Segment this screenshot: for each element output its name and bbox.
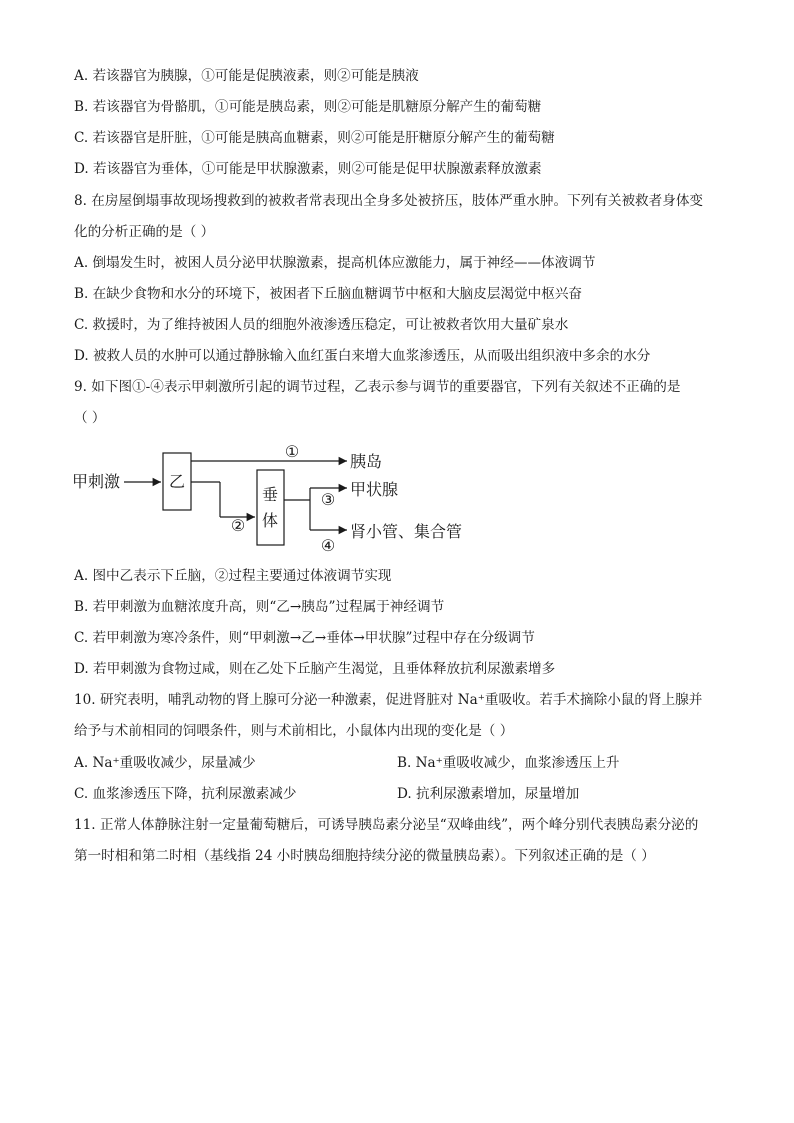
- q8-stem-line1: 8. 在房屋倒塌事故现场搜救到的被救者常表现出全身多处被挤压，肢体严重水肿。下列有关被救者身体变: [74, 193, 704, 209]
- q10-stem-line1: 10. 研究表明，哺乳动物的肾上腺可分泌一种激素，促进肾脏对 Na⁺重吸收。若手术摘除小鼠的肾上腺并: [74, 692, 703, 708]
- diagram-n3: ③: [320, 490, 336, 509]
- q7-option-a: A. 若该器官为胰腺，①可能是促胰液素，则②可能是胰液: [74, 68, 419, 84]
- diagram-target-3: 甲状腺: [350, 480, 399, 499]
- diagram-n1: ①: [284, 442, 300, 461]
- q9-option-b: B. 若甲刺激为血糖浓度升高，则“乙→胰岛”过程属于神经调节: [74, 599, 445, 615]
- diagram-target-4: 肾小管、集合管: [350, 522, 463, 541]
- diagram-target-1: 胰岛: [350, 452, 383, 471]
- q11-stem-line1: 11. 正常人体静脉注射一定量葡萄糖后，可诱导胰岛素分泌呈“双峰曲线”，两个峰分别代表胰岛素分泌的: [74, 817, 699, 833]
- box-pituitary: [257, 470, 284, 545]
- diagram-pituitary-char1: 垂: [261, 485, 279, 504]
- q7-option-c: C. 若该器官是肝脏，①可能是胰高血糖素，则②可能是肝糖原分解产生的葡萄糖: [74, 130, 555, 146]
- q9-stem-line2: （ ）: [74, 410, 106, 426]
- q8-option-d: D. 被救人员的水肿可以通过静脉输入血红蛋白来增大血浆渗透压，从而吸出组织液中多余的水分: [74, 348, 651, 364]
- q8-stem-line2: 化的分析正确的是（ ）: [74, 224, 215, 240]
- q10-stem-line2: 给予与术前相同的饲喂条件，则与术前相比，小鼠体内出现的变化是（ ）: [74, 723, 514, 739]
- q9-stem-line1: 9. 如下图①-④表示甲刺激所引起的调节过程，乙表示参与调节的重要器官，下列有关叙述不正确的是: [74, 379, 681, 395]
- diagram-stimulus-label: 甲刺激: [72, 472, 121, 491]
- diagram-n4: ④: [320, 536, 336, 555]
- q9-option-a: A. 图中乙表示下丘脑，②过程主要通过体液调节实现: [74, 568, 392, 584]
- diagram-pituitary-char2: 体: [261, 511, 279, 530]
- q10-option-b: B. Na⁺重吸收减少，血浆渗透压上升: [397, 755, 620, 771]
- q11-stem-line2: 第一时相和第二时相（基线指 24 小时胰岛细胞持续分泌的微量胰岛素）。下列叙述正确的是（ ）: [74, 848, 655, 864]
- q7-option-b: B. 若该器官为骨骼肌，①可能是胰岛素，则②可能是肌糖原分解产生的葡萄糖: [74, 99, 542, 115]
- q8-option-a: A. 倒塌发生时，被困人员分泌甲状腺激素，提高机体应激能力，属于神经——体液调节: [74, 255, 596, 271]
- q9-option-c: C. 若甲刺激为寒冷条件，则“甲刺激→乙→垂体→甲状腺”过程中存在分级调节: [74, 630, 535, 646]
- q8-option-c: C. 救援时，为了维持被困人员的细胞外液渗透压稳定，可让被救者饮用大量矿泉水: [74, 317, 569, 333]
- diagram-yi-label: 乙: [168, 472, 186, 491]
- q8-option-b: B. 在缺少食物和水分的环境下，被困者下丘脑血糖调节中枢和大脑皮层渴觉中枢兴奋: [74, 286, 583, 302]
- diagram-n2: ②: [230, 516, 246, 535]
- q10-option-d: D. 抗利尿激素增加，尿量增加: [397, 786, 580, 802]
- regulation-diagram: [70, 440, 490, 558]
- q10-option-c: C. 血浆渗透压下降，抗利尿激素减少: [74, 786, 297, 802]
- q10-option-a: A. Na⁺重吸收减少，尿量减少: [74, 755, 256, 771]
- q7-option-d: D. 若该器官为垂体，①可能是甲状腺激素，则②可能是促甲状腺激素释放激素: [74, 161, 542, 177]
- q9-option-d: D. 若甲刺激为食物过咸，则在乙处下丘脑产生渴觉，且垂体释放抗利尿激素增多: [74, 661, 556, 677]
